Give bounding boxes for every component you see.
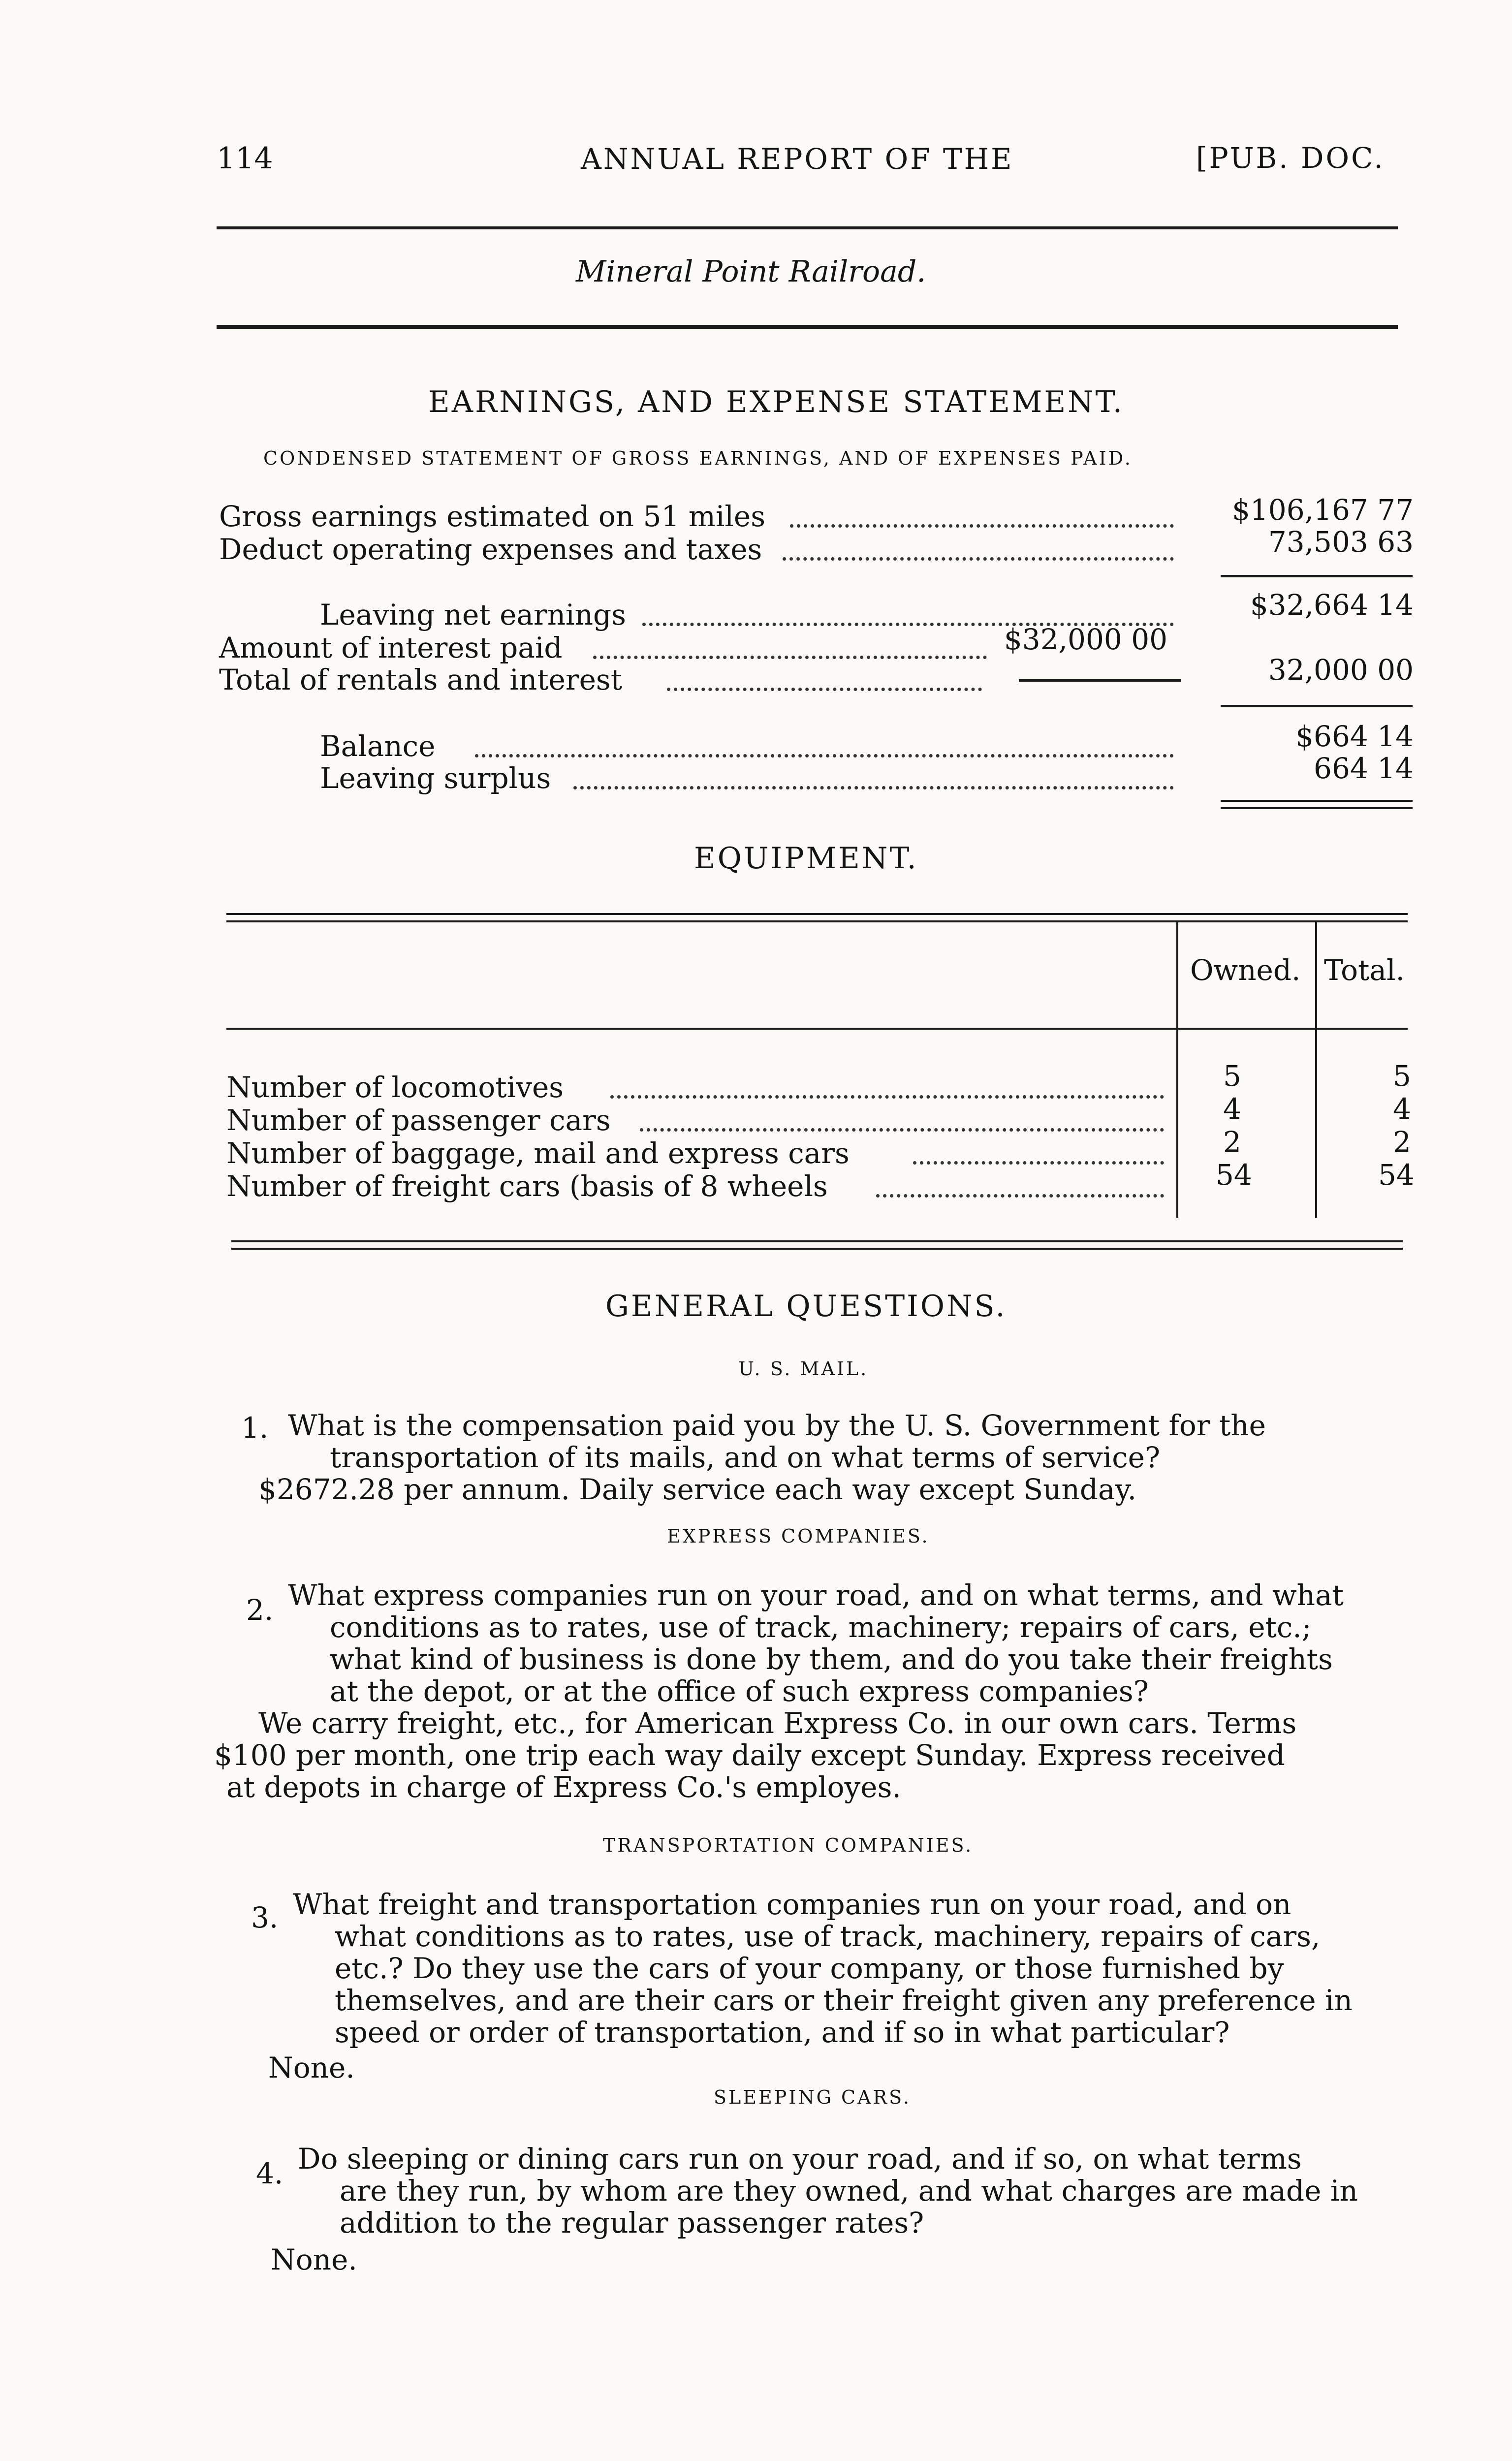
balance-sum-rule bbox=[1221, 705, 1413, 707]
rentals-value: 32,000 00 bbox=[1268, 653, 1414, 687]
q1-line: transportation of its mails, and on what terms of service? bbox=[330, 1441, 1161, 1474]
equipment-row-total: 5 bbox=[1393, 1059, 1411, 1093]
header-rule bbox=[217, 226, 1398, 229]
section-rule bbox=[217, 325, 1398, 329]
interest-leader bbox=[593, 656, 987, 659]
q1-answer: $2672.28 per annum. Daily service each way except Sunday. bbox=[258, 1473, 1137, 1506]
equipment-row-leader bbox=[876, 1194, 1164, 1198]
general-questions-heading: GENERAL QUESTIONS. bbox=[605, 1289, 1007, 1324]
q3-subhead: TRANSPORTATION COMPANIES. bbox=[603, 1834, 974, 1856]
q2-line: at the depot, or at the office of such express companies? bbox=[330, 1674, 1149, 1708]
earnings-heading: EARNINGS, AND EXPENSE STATEMENT. bbox=[428, 385, 1124, 419]
equipment-row-leader bbox=[640, 1128, 1164, 1132]
equipment-row-owned: 4 bbox=[1223, 1092, 1241, 1126]
equipment-row-total: 2 bbox=[1393, 1125, 1411, 1159]
equipment-row-total: 4 bbox=[1393, 1092, 1411, 1126]
gross-earnings-label: Gross earnings estimated on 51 miles bbox=[219, 500, 766, 533]
q3-line: what conditions as to rates, use of track, machinery, repairs of cars, bbox=[335, 1920, 1321, 1953]
interest-value: $32,000 00 bbox=[1004, 623, 1167, 656]
q2-answer: We carry freight, etc., for American Express Co. in our own cars. Terms bbox=[258, 1706, 1297, 1740]
document-marker: [PUB. DOC. bbox=[1196, 141, 1385, 175]
equipment-row-owned: 2 bbox=[1223, 1125, 1241, 1159]
q2-line: what kind of business is done by them, and do you take their freights bbox=[330, 1642, 1333, 1676]
equipment-col-divider-1 bbox=[1176, 922, 1178, 1218]
q4-subhead: SLEEPING CARS. bbox=[714, 2086, 911, 2108]
earnings-subheading: CONDENSED STATEMENT OF GROSS EARNINGS, AND OF EXPENSES PAID. bbox=[263, 447, 1133, 469]
q3-line: What freight and transportation companies run on your road, and on bbox=[293, 1888, 1292, 1921]
equipment-col-owned: Owned. bbox=[1190, 953, 1301, 987]
equipment-row-label: Number of baggage, mail and express cars bbox=[226, 1136, 850, 1170]
interest-sum-rule bbox=[1019, 679, 1181, 682]
q2-answer: at depots in charge of Express Co.'s employes. bbox=[226, 1770, 901, 1804]
equipment-row-label: Number of locomotives bbox=[226, 1071, 564, 1104]
q3-answer: None. bbox=[268, 2051, 355, 2084]
equipment-col-divider-2 bbox=[1315, 922, 1317, 1218]
surplus-double-rule-bottom bbox=[1221, 807, 1413, 809]
q3-line: etc.? Do they use the cars of your company, or those furnished by bbox=[335, 1952, 1284, 1985]
q3-line: themselves, and are their cars or their freight given any preference in bbox=[335, 1984, 1353, 2017]
equipment-row-leader bbox=[610, 1095, 1164, 1099]
interest-label: Amount of interest paid bbox=[219, 631, 563, 664]
q1-line: What is the compensation paid you by the U. S. Government for the bbox=[288, 1409, 1266, 1442]
balance-label: Balance bbox=[320, 729, 436, 763]
deduct-expenses-leader bbox=[783, 557, 1174, 561]
q3-number: 3. bbox=[251, 1901, 279, 1934]
q4-line: addition to the regular passenger rates? bbox=[340, 2206, 924, 2240]
net-sum-rule bbox=[1221, 575, 1413, 577]
q2-line: What express companies run on your road, and on what terms, and what bbox=[288, 1578, 1344, 1612]
q2-answer: $100 per month, one trip each way daily except Sunday. Express received bbox=[214, 1738, 1285, 1772]
net-earnings-label: Leaving net earnings bbox=[320, 598, 626, 631]
q1-subhead: U. S. MAIL. bbox=[738, 1358, 869, 1380]
q4-answer: None. bbox=[271, 2243, 357, 2276]
equipment-header-rule bbox=[226, 1028, 1408, 1030]
equipment-row-label: Number of passenger cars bbox=[226, 1104, 611, 1137]
equipment-bottom-rule-2 bbox=[231, 1248, 1403, 1250]
page-number: 114 bbox=[217, 141, 273, 176]
equipment-bottom-rule-1 bbox=[231, 1240, 1403, 1242]
equipment-col-total: Total. bbox=[1324, 953, 1405, 987]
q2-line: conditions as to rates, use of track, machinery; repairs of cars, etc.; bbox=[330, 1610, 1312, 1644]
equipment-row-total: 54 bbox=[1378, 1158, 1415, 1192]
equipment-row-owned: 5 bbox=[1223, 1059, 1241, 1093]
surplus-label: Leaving surplus bbox=[320, 761, 551, 795]
rentals-label: Total of rentals and interest bbox=[219, 663, 622, 696]
q2-subhead: EXPRESS COMPANIES. bbox=[667, 1525, 930, 1547]
q3-line: speed or order of transportation, and if so in what particular? bbox=[335, 2016, 1230, 2049]
gross-earnings-leader bbox=[790, 524, 1174, 528]
q4-line: Do sleeping or dining cars run on your road, and if so, on what terms bbox=[298, 2142, 1302, 2176]
running-title: ANNUAL REPORT OF THE bbox=[581, 142, 1014, 176]
net-earnings-value: $32,664 14 bbox=[1250, 588, 1414, 622]
equipment-row-owned: 54 bbox=[1216, 1158, 1252, 1192]
equipment-row-leader bbox=[913, 1161, 1164, 1165]
deduct-expenses-value: 73,503 63 bbox=[1268, 525, 1414, 559]
q1-number: 1. bbox=[241, 1411, 269, 1445]
gross-earnings-value: $106,167 77 bbox=[1232, 493, 1414, 527]
balance-leader bbox=[475, 754, 1174, 757]
q4-line: are they run, by whom are they owned, and what charges are made in bbox=[340, 2174, 1358, 2208]
equipment-row-label: Number of freight cars (basis of 8 wheels bbox=[226, 1169, 828, 1203]
section-title: Mineral Point Railroad. bbox=[576, 254, 926, 289]
deduct-expenses-label: Deduct operating expenses and taxes bbox=[219, 533, 762, 566]
equipment-heading: EQUIPMENT. bbox=[694, 841, 918, 876]
balance-value: $664 14 bbox=[1295, 720, 1414, 753]
equipment-top-rule-2 bbox=[226, 920, 1408, 922]
rentals-leader bbox=[667, 688, 982, 691]
q4-number: 4. bbox=[256, 2157, 284, 2190]
surplus-leader bbox=[573, 786, 1174, 789]
surplus-value: 664 14 bbox=[1314, 752, 1414, 785]
equipment-top-rule-1 bbox=[226, 913, 1408, 915]
q2-number: 2. bbox=[246, 1593, 274, 1627]
surplus-double-rule-top bbox=[1221, 800, 1413, 802]
